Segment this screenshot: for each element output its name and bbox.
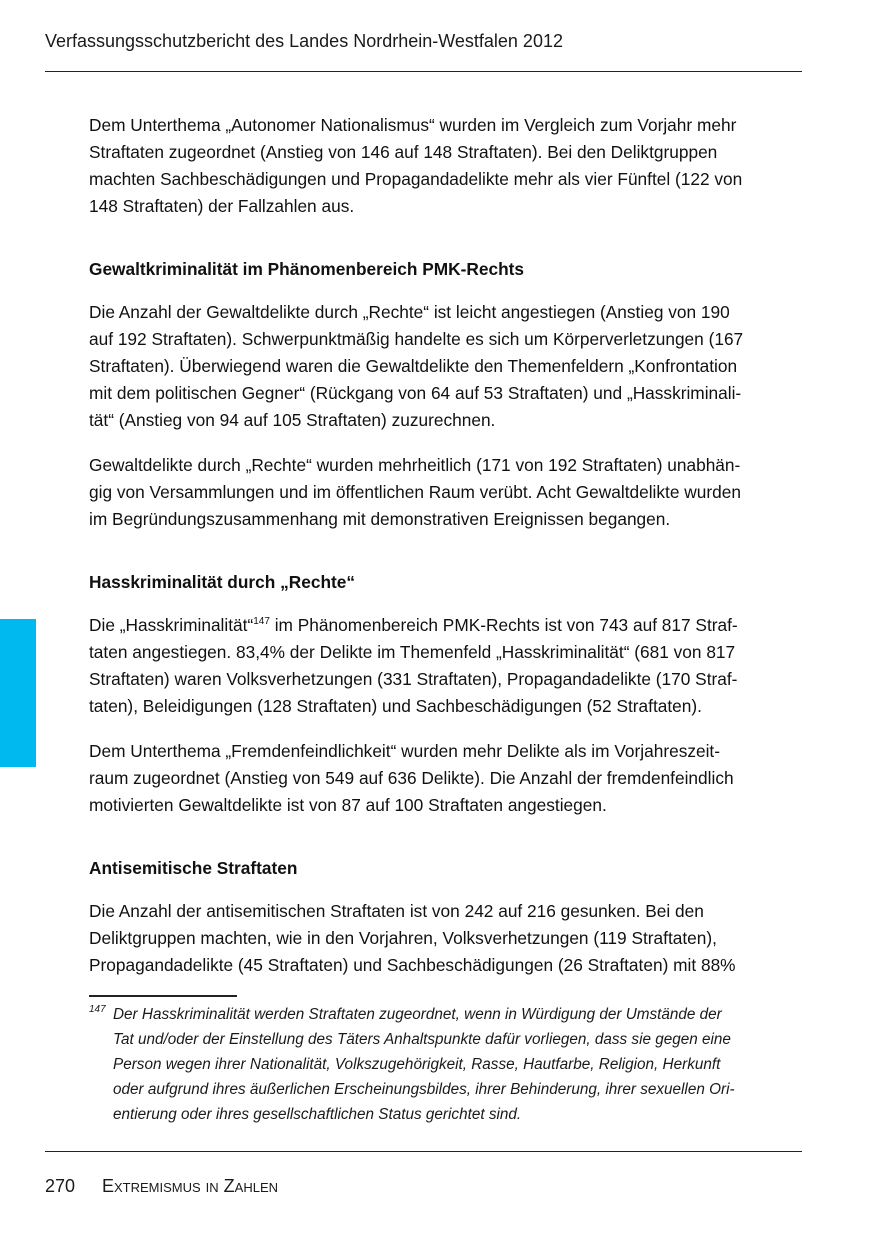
footer-divider <box>45 1151 802 1152</box>
chapter-side-tab <box>0 619 36 767</box>
heading-gewaltkriminalitaet: Gewaltkriminalität im Phänomenbereich PMK-Rechts <box>89 259 525 279</box>
footer-section-title: Extremismus in Zahlen <box>102 1176 279 1196</box>
footnote-text: Der Hasskriminalität werden Straftaten zugeordnet, wenn in Würdigung der Umstände der Tat und/oder der Einstellung des Täters Anhaltspunkte dafür vorliegen, dass sie gegen eine Person wegen ihrer Nationalität, Volkszugehörigkeit, Rasse, Hautfarbe, Religion, Herkunft oder aufgrund ihres äußerlichen Erscheinungsbildes, ihrer Behinderung, ihrer sexuellen Ori- entierung oder ihres gesellschaftlichen Status gerichtet sind. <box>113 1006 735 1123</box>
page-number: 270 <box>45 1176 76 1196</box>
footnote <box>89 1002 804 1127</box>
paragraph-gewaltdelikte-versammlungen: Gewaltdelikte durch „Rechte“ wurden mehrheitlich (171 von 192 Straftaten) unabhän- gig von Versammlungen und im öffentlichen Raum verübt. Acht Gewaltdelikte wurden im Begründungszusammenhang mit demonstrativen Ereignissen begangen. <box>89 455 741 529</box>
footnote-reference[interactable]: 147 <box>253 616 270 627</box>
paragraph-autonomer-nationalismus: Dem Unterthema „Autonomer Nationalismus“ wurden im Vergleich zum Vorjahr mehr Straftaten zugeordnet (Anstieg von 146 auf 148 Straftaten). Bei den Deliktgruppen machten Sachbeschädigungen und Propagandadelikte mehr als vier Fünftel (122 von 148 Straftaten) der Fallzahlen aus. <box>89 115 743 216</box>
paragraph-gewaltdelikte-anzahl: Die Anzahl der Gewaltdelikte durch „Rechte“ ist leicht angestiegen (Anstieg von 190 auf 192 Straftaten). Schwerpunktmäßig handelte es sich um Körperverletzungen (167 Straftaten). Überwiegend waren die Gewaltdelikte den Themenfeldern „Konfrontation mit dem politischen Gegner“ (Rückgang von 64 auf 53 Straftaten) und „Hasskriminali- tät“ (Anstieg von 94 auf 105 Straftaten) zuzurechnen. <box>89 302 744 430</box>
paragraph-antisemitische-straftaten: Die Anzahl der antisemitischen Straftaten ist von 242 auf 216 gesunken. Bei den Deliktgruppen machten, wie in den Vorjahren, Volksverhetzungen (119 Straftaten), Propagandadelikte (45 Straftaten) und Sachbeschädigungen (26 Straftaten) mit 88% <box>89 901 736 975</box>
footnote-divider <box>89 995 237 997</box>
paragraph-hass-rest: im Phänomenbereich PMK-Rechts ist von 743 auf 817 Straf- taten angestiegen. 83,4% der Delikte im Themenfeld „Hasskriminalität“ (681 von 817 Straftaten) waren Volksverhetzungen (331 Straftaten), Propagandadelikte (170 Straf- taten), Beleidigungen (128 Straftaten) und Sachbeschädigungen (52 Straftaten). <box>89 615 738 716</box>
running-header-title: Verfassungsschutzbericht des Landes Nordrhein-Westfalen 2012 <box>45 31 563 51</box>
page-footer <box>45 1175 278 1197</box>
heading-antisemitische-straftaten: Antisemitische Straftaten <box>89 858 298 878</box>
header-divider <box>45 71 802 72</box>
paragraph-fremdenfeindlichkeit: Dem Unterthema „Fremdenfeindlichkeit“ wurden mehr Delikte als im Vorjahreszeit- raum zugeordnet (Anstieg von 549 auf 636 Delikte). Die Anzahl der fremdenfeindlich motivierten Gewaltdelikte ist von 87 auf 100 Straftaten angestiegen. <box>89 741 734 815</box>
footnote-number: 147 <box>89 1004 106 1015</box>
heading-hasskriminalitaet: Hasskriminalität durch „Rechte“ <box>89 572 356 592</box>
paragraph-hasskriminalitaet <box>89 612 804 720</box>
page-body <box>89 112 804 997</box>
paragraph-hass-start: Die „Hasskriminalität“ <box>89 615 254 635</box>
